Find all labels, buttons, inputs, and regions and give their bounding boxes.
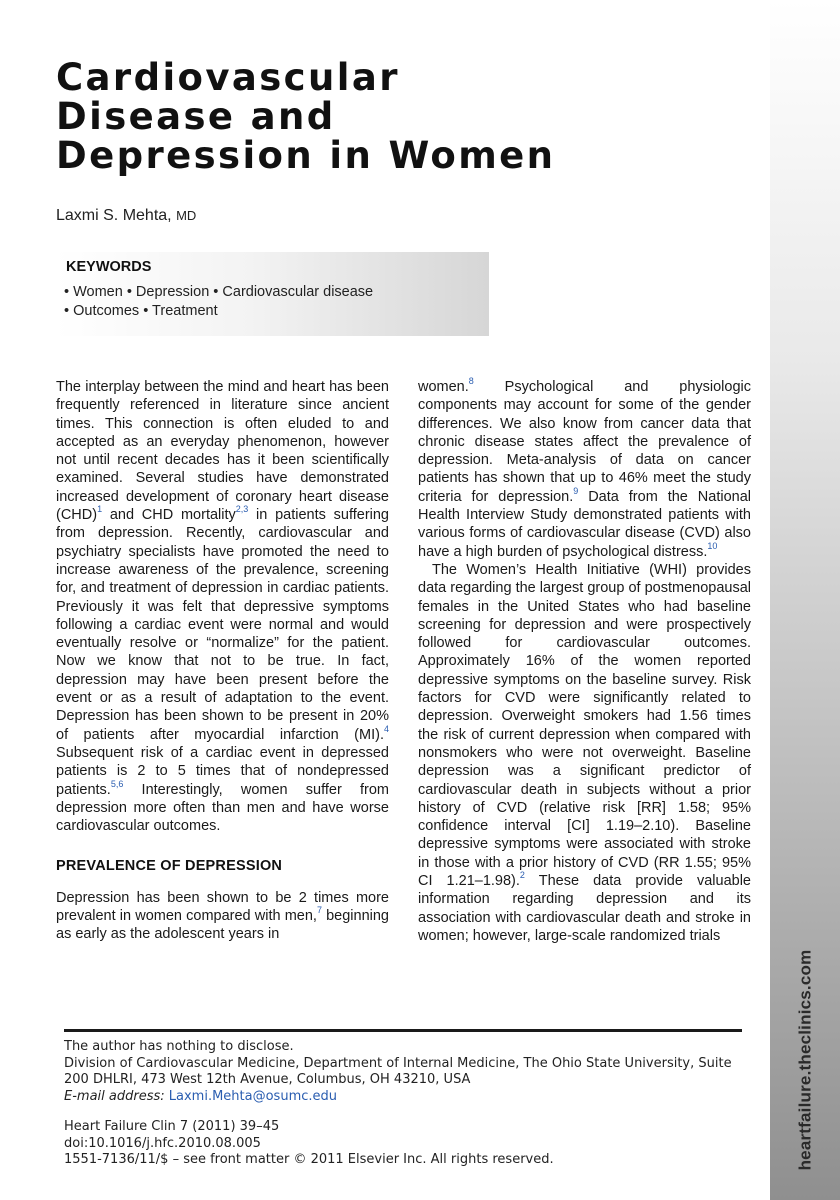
citation-block <box>64 1119 754 1169</box>
reference-link[interactable]: 9 <box>573 485 579 496</box>
journal-side-url <box>770 949 840 1171</box>
reference-link[interactable]: 4 <box>383 723 389 734</box>
email-line <box>64 1089 754 1106</box>
email-link[interactable]: Laxmi.Mehta@osumc.edu <box>168 1088 338 1104</box>
reference-link[interactable]: 7 <box>316 905 322 916</box>
reference-link[interactable]: 1 <box>97 504 103 515</box>
whi-paragraph: The Women’s Health Initiative (WHI) provides data regarding the largest group of postmenopausal females in the United States who had baseline screening for depression and were prospectively followed for cardiovascular outcomes. Approximately 16% of the women reported depressive symptoms on the baseline survey. Risk factors for CVD were significantly related to depression. Overweight smokers had 1.56 times the risk of current depression when compared with nonsmokers who were not overweight. Baseline depression was a significant predictor of cardiovascular death in subjects without a prior history of CVD (relative risk [RR] 1.58; 95% confidence interval [CI] 1.19–2.10). Baseline depressive symptoms were associated with stroke in those with a prior history of CVD (RR 1.55; 95% CI 1.21–1.98).$^2$ These data provide valuable information regarding depression and its association with cardiovascular death and stroke in women; however, large-scale randomized trials <box>418 561 751 944</box>
keywords-line-1: • Women • Depression • Cardiovascular disease <box>64 284 374 300</box>
reference-link[interactable]: 8 <box>468 376 474 387</box>
reference-link[interactable]: 2,3 <box>235 504 249 515</box>
affiliation-note: Division of Cardiovascular Medicine, Department of Internal Medicine, The Ohio State University, Suite 200 DHLRI, 473 West 12th Avenue, Columbus, OH 43210, USA <box>64 1055 732 1087</box>
disclosure-note: The author has nothing to disclose. <box>64 1039 294 1054</box>
intro-paragraph: The interplay between the mind and heart has been frequently referenced in literature since ancient times. This connection is often eluded to and accepted as an everyday phenomenon, however not until recent decades has it been scientifically examined. Several studies have demonstrated increased development of coronary heart disease (CHD)$^1$ and CHD mortality$^{2,3}$ in patients suffering from depression. Recently, cardiovascular and psychiatry specialists have promoted the need to increase awareness of the prevalence, screening for, and treatment of depression in cardiac patients. Previously it was felt that depressive symptoms following a cardiac event were normal and would eventually resolve or “normalize” for the patient. Now we know that not to be true. In fact, depression may have been present before the event or as a result of adaptation to the event. Depression has been shown to be present in 20% of patients after myocardial infarction (MI).$^4$ Subsequent risk of a cardiac event in depressed patients is 2 to 5 times that of nondepressed patients.$^{5,6}$ Interestingly, women suffer from depression more often than men and have worse cardiovascular outcomes. <box>56 379 390 835</box>
reference-link[interactable]: 2 <box>519 870 525 881</box>
author-name: Laxmi S. Mehta, <box>56 207 172 224</box>
title-line-2: Disease and <box>56 95 336 138</box>
reference-link[interactable]: 5,6 <box>110 778 124 789</box>
cancer-data-paragraph: women.$^8$ Psychological and physiologic components may account for some of the gender differences. We also know from cancer data that chronic disease states affect the prevalence of depression. Meta-analysis of data on cancer patients has shown that up to 46% meet the study criteria for depression.$^9$ Data from the National Health Interview Study demonstrated patients with various forms of cardiovascular disease (CVD) also have a high burden of psychological distress.$^{10}$ <box>418 376 751 560</box>
prevalence-paragraph: Depression has been shown to be 2 times more prevalent in women compared with men,$^7$ beginning as early as the adolescent years in <box>56 889 389 943</box>
reference-link[interactable]: 10 <box>707 540 718 551</box>
keywords-heading: KEYWORDS <box>66 259 152 275</box>
author-line <box>56 207 196 225</box>
journal-citation: Heart Failure Clin 7 (2011) 39–45 <box>64 1119 280 1134</box>
copyright-text: 1551-7136/11/$ – see front matter © 2011 Elsevier Inc. All rights reserved. <box>64 1152 554 1167</box>
title-line-3: Depression in Women <box>56 134 556 177</box>
title-line-1: Cardiovascular <box>56 56 400 99</box>
section-heading-prevalence: PREVALENCE OF DEPRESSION <box>56 858 283 875</box>
keywords-box <box>56 252 489 336</box>
doi-text[interactable]: doi:10.1016/j.hfc.2010.08.005 <box>64 1135 261 1151</box>
keywords-line-2: • Outcomes • Treatment <box>64 303 218 319</box>
author-degree: MD <box>176 208 197 223</box>
email-label: E-mail address: <box>64 1088 165 1104</box>
footnote-divider <box>64 1029 742 1032</box>
journal-url-text: heartfailure.theclinics.com <box>795 949 814 1171</box>
body-column-left <box>56 378 389 944</box>
footnote-block <box>64 1039 754 1105</box>
article-title <box>56 58 656 175</box>
body-column-right <box>418 378 751 945</box>
